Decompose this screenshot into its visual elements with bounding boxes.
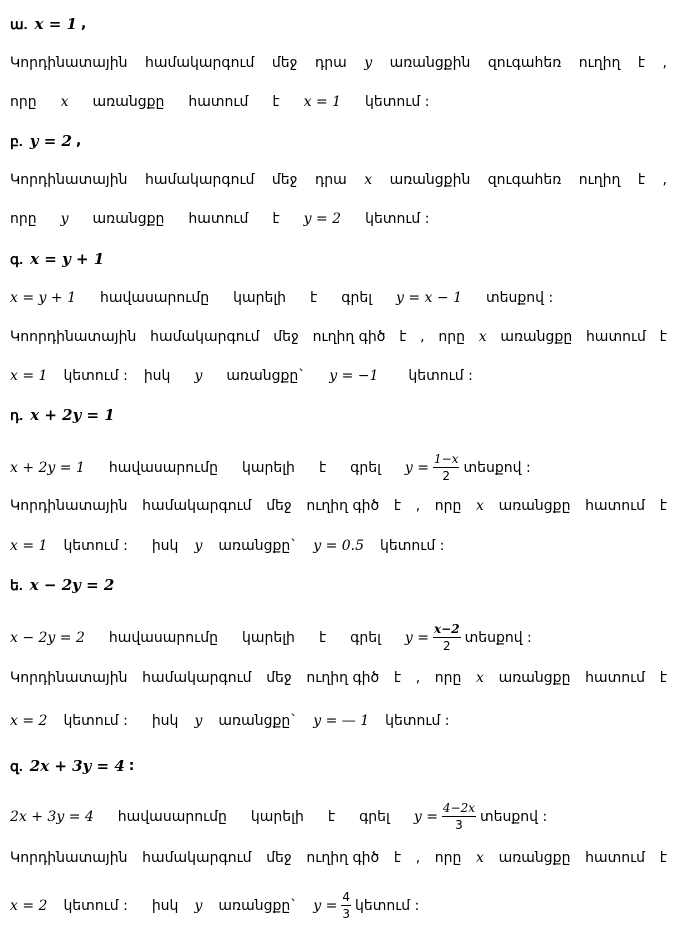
item-c-equation: x = y + 1: [30, 250, 105, 268]
item-f-equation: 2x + 3y = 4: [29, 757, 125, 775]
item-d-bullet: դ.: [10, 407, 24, 423]
item-a-bullet: ա.: [10, 16, 28, 32]
item-d-fraction: $\frac{1-x}{2}$: [434, 452, 459, 483]
item-b-line-1: Կորդինատային համակարգում մեջ դրա x առանցքին զուգահեռ ուղիղ է ,: [10, 172, 667, 188]
item-f-line-2: Կորդինատային համակարգում մեջ ուղիղ գիծ է , որը x առանցքը հատում է: [10, 850, 667, 866]
item-d-equation: x + 2y = 1: [30, 406, 115, 424]
item-f-fraction: $\frac{4-2x}{3}$: [442, 801, 476, 832]
item-a-suffix: ,: [80, 16, 87, 32]
item-b-point: y = 2: [303, 211, 342, 227]
item-e-bullet: ե.: [10, 577, 23, 593]
item-f-y-fraction: $\frac{4}{3}$: [342, 890, 350, 921]
item-e-line-1: x − 2y = 2 հավասարումը կարելի է գրել y = $\frac{x-2}{2}$ տեսքով :: [10, 622, 532, 653]
item-d-heading: [10, 405, 667, 425]
item-b-bullet: բ.: [10, 133, 23, 149]
item-c-line-3: x = 1 կետում : իսկ y առանցքը` y = −1 կետում :: [10, 368, 473, 384]
item-c-line-2: Կոորդինատային համակարգում մեջ ուղիղ գիծ է , որը x առանցքը հատում է: [10, 329, 667, 345]
item-a-equation: x = 1: [34, 15, 77, 33]
item-c-heading: [10, 249, 667, 269]
item-a-line-2: որը x առանցքը հատում է x = 1 կետում :: [10, 94, 430, 110]
item-e-heading: [10, 575, 667, 595]
item-e-line-2: Կորդինատային համակարգում մեջ ուղիղ գիծ է , որը x առանցքը հատում է: [10, 670, 667, 686]
item-c-bullet: գ.: [10, 251, 24, 267]
item-d-line-2: Կորդինատային համակարգում մեջ ուղիղ գիծ է , որը x առանցքը հատում է: [10, 498, 667, 514]
item-b-line-2: որը y առանցքը հատում է y = 2 կետում :: [10, 211, 430, 227]
item-e-equation: x − 2y = 2: [29, 576, 115, 594]
item-f-line-3: x = 2 կետում : իսկ y առանցքը` y = $\frac{4}{3}$ կետում :: [10, 890, 420, 921]
item-b-heading: բ. y = 2 ,: [10, 132, 82, 150]
item-e-line-3: x = 2 կետում : իսկ y առանցքը` y = — 1 կետում :: [10, 713, 450, 729]
item-b-equation: y = 2: [29, 132, 72, 150]
item-f-bullet: զ.: [10, 758, 23, 774]
item-f-heading: զ. 2x + 3y = 4 :: [10, 757, 135, 775]
item-a-heading: [10, 14, 667, 34]
item-d-line-3: x = 1 կետում : իսկ y առանցքը` y = 0.5 կետում :: [10, 538, 445, 554]
item-e-fraction: $\frac{x-2}{2}$: [434, 622, 460, 653]
item-a-point: x = 1: [303, 94, 342, 110]
item-f-line-1: 2x + 3y = 4 հավասարումը կարելի է գրել y = $\frac{4-2x}{3}$ տեսքով :: [10, 801, 548, 832]
item-d-line-1: x + 2y = 1 հավասարումը կարելի է գրել y = $\frac{1-x}{2}$ տեսքով :: [10, 452, 531, 483]
item-a-line-1: Կորդինատային համակարգում մեջ դրա y առանցքին զուգահեռ ուղիղ է ,: [10, 55, 667, 71]
item-c-line-1: x = y + 1 հավասարումը կարելի է գրել y = x − 1 տեսքով :: [10, 290, 554, 306]
